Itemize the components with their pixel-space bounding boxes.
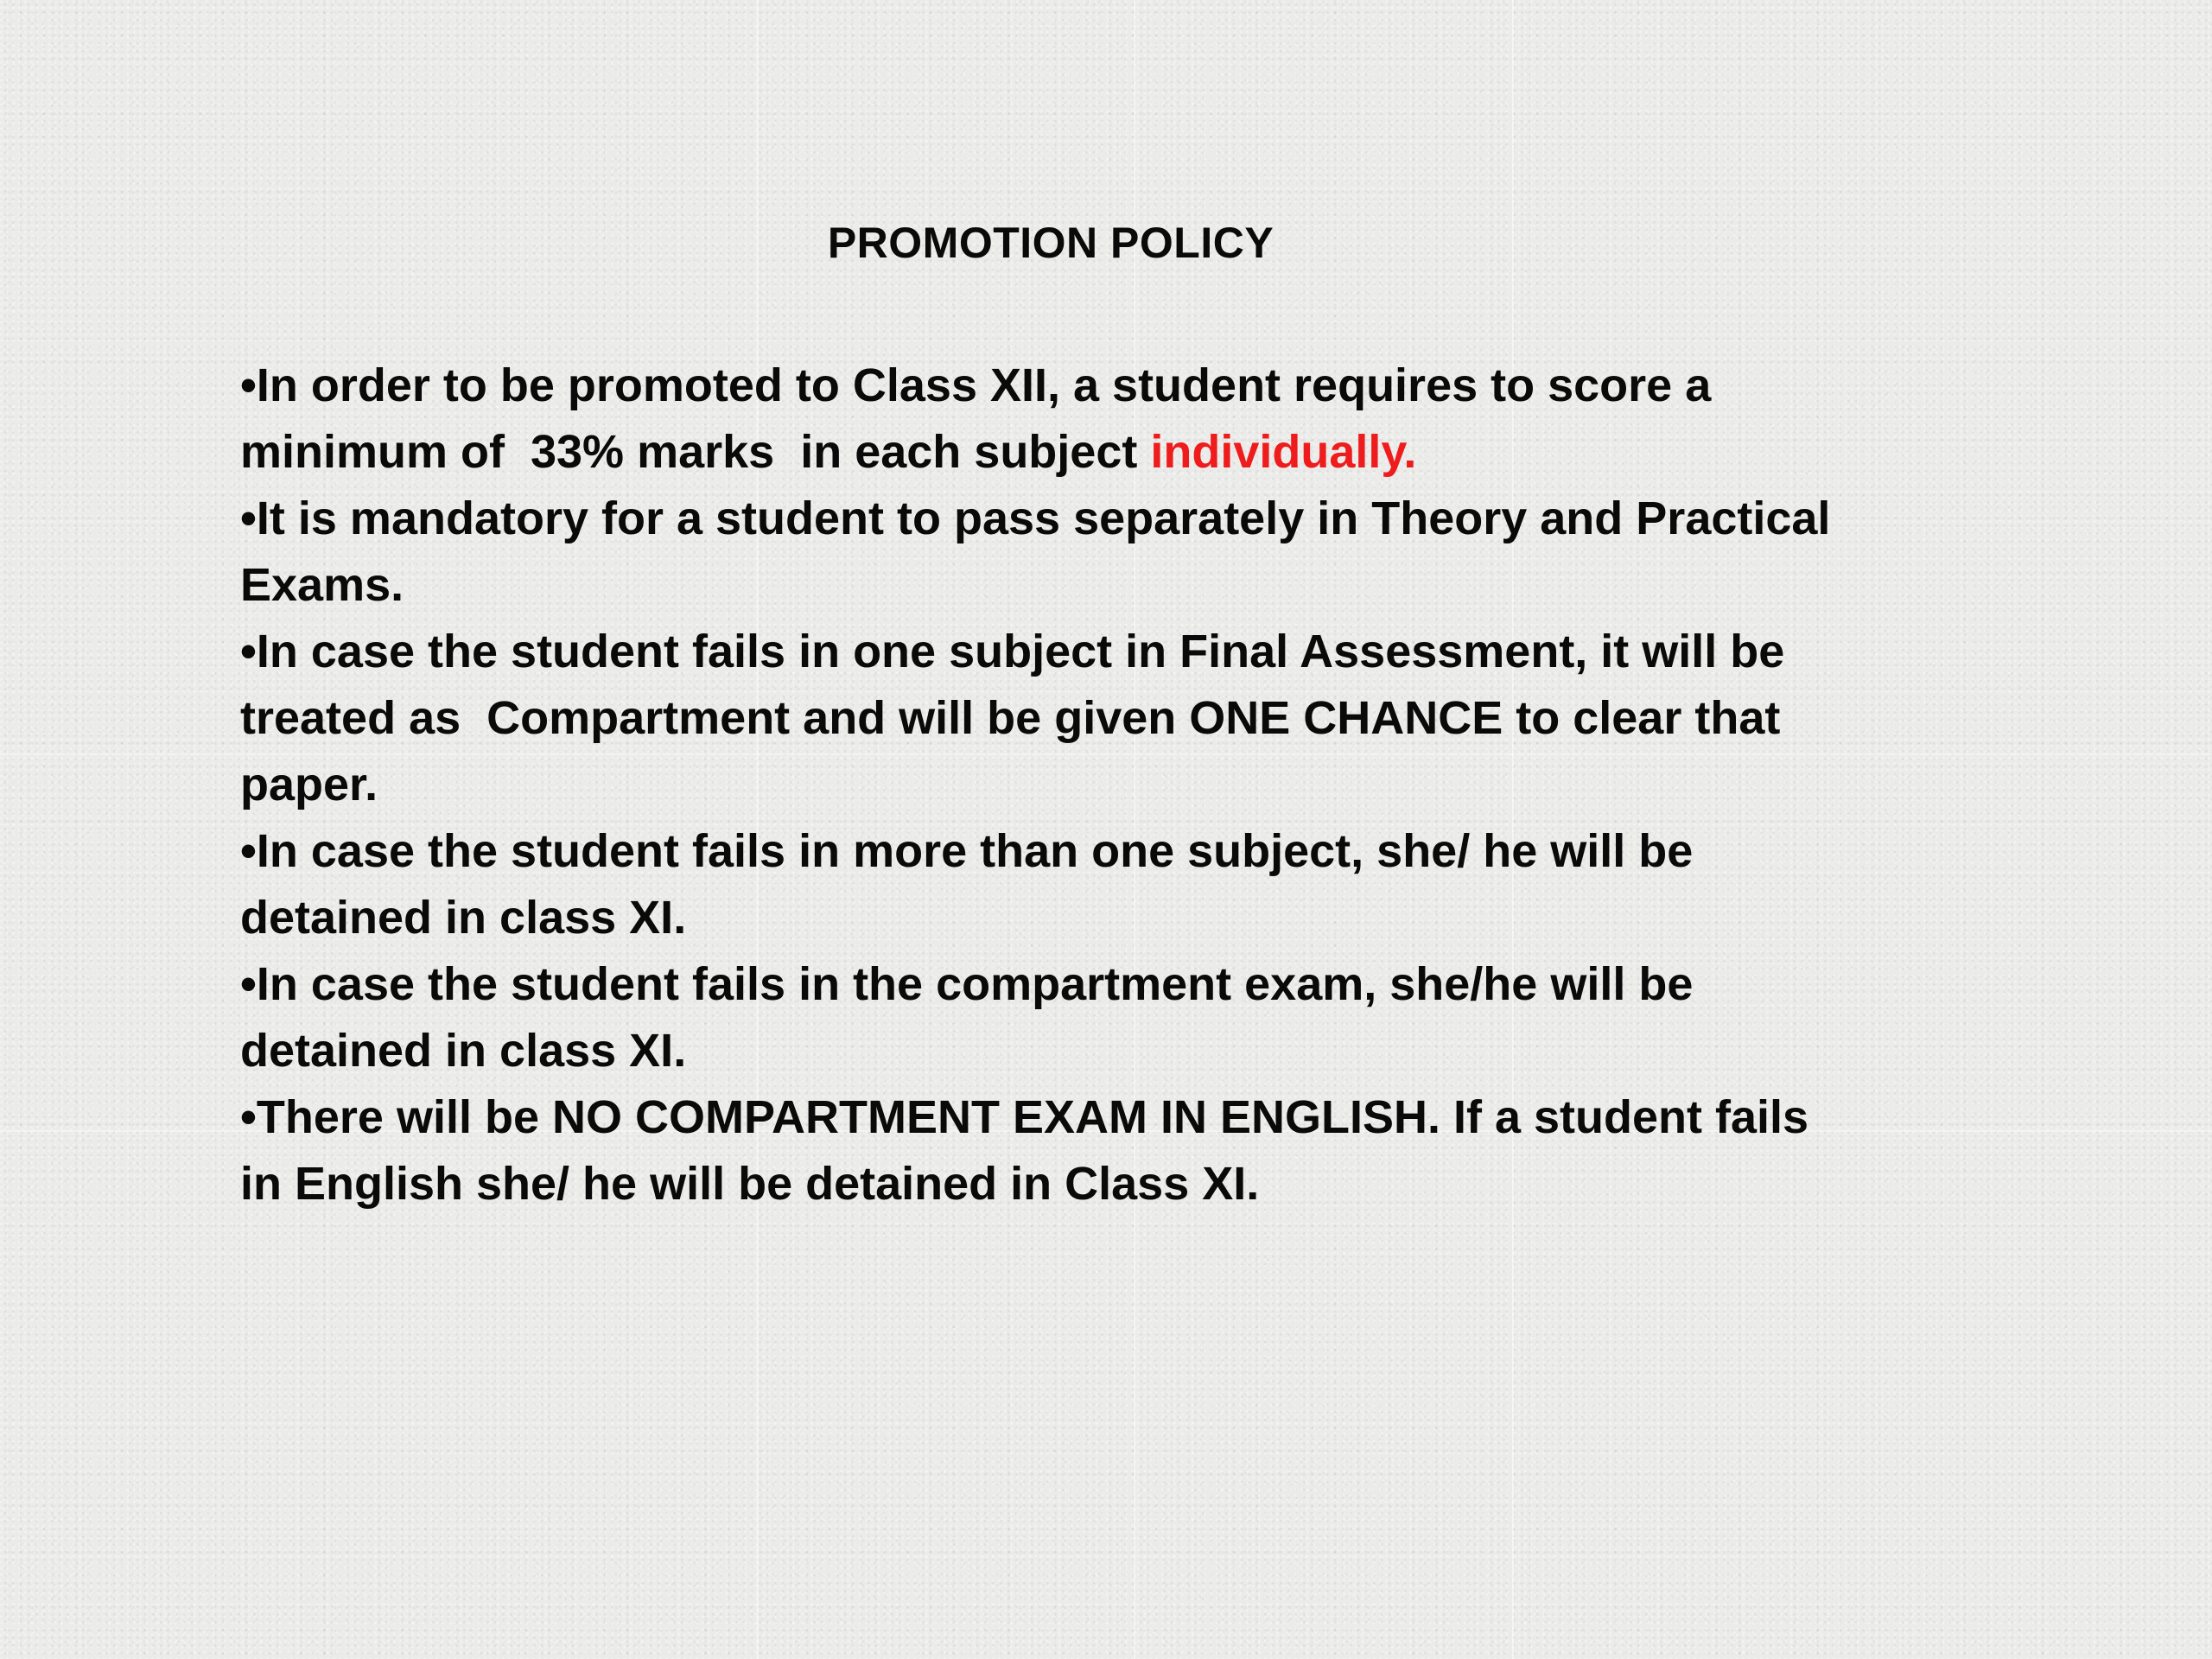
slide-title: PROMOTION POLICY — [827, 219, 1274, 267]
policy-item: •In case the student fails in more than one subject, she/ he will be detained in class XI. — [240, 825, 1694, 944]
emphasis-text: individually. — [1150, 426, 1417, 478]
policy-item: •In case the student fails in the compartment exam, she/he will be detained in class XI. — [240, 958, 1694, 1077]
policy-item: •There will be NO COMPARTMENT EXAM IN ENGLISH. If a student fails in English she/ he will be detained in Class XI. — [240, 1091, 1809, 1210]
policy-item: •In case the student fails in one subject in Final Assessment, it will be treated as Compartment and will be given ONE CHANCE to clear that paper. — [240, 626, 1785, 810]
policy-item-text: •In order to be promoted to Class XII, a student requires to score a minimum of 33% marks in each subject — [240, 359, 1712, 478]
policy-list — [240, 353, 1968, 1217]
policy-item: •It is mandatory for a student to pass separately in Theory and Practical Exams. — [240, 493, 1831, 611]
policy-item — [240, 353, 1968, 486]
